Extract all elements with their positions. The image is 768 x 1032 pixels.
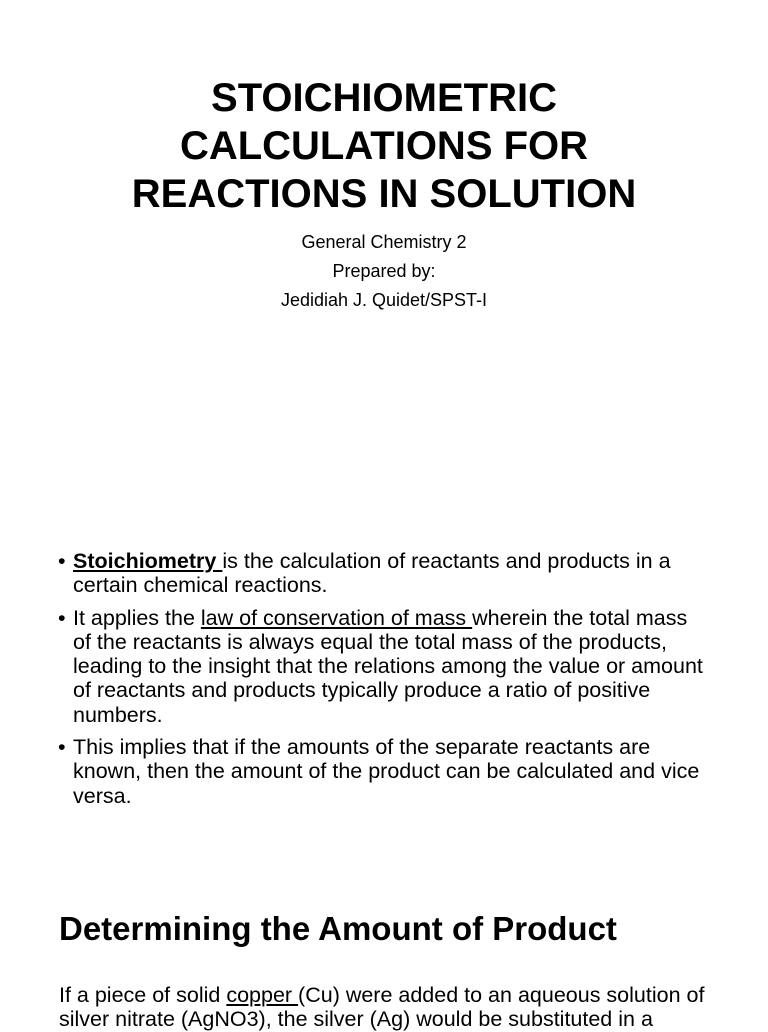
bullet-text: This implies that if the amounts of the separate reactants are known, then the amount of the product can be calculated and vice versa.: [73, 735, 700, 808]
term-copper: copper: [226, 983, 299, 1007]
term-stoichiometry: Stoichiometry: [73, 549, 223, 573]
definition-slide: [0, 512, 768, 852]
bullet-item: [58, 735, 708, 808]
bullet-list: [58, 549, 708, 816]
bullet-text: is the calculation of reactants and products in a certain chemical reactions.: [73, 549, 671, 598]
bullet-text: wherein the total mass of the reactants is always equal the total mass of the products, leading to the insight that the relations among the value or amount of reactants and products typically produce a ratio of positive numbers.: [73, 605, 703, 727]
bullet-item: [58, 606, 708, 727]
slide-title: [40, 74, 728, 218]
bullet-dot: •: [58, 735, 66, 760]
title-slide: [0, 0, 768, 512]
paragraph-lead: If a piece of solid: [59, 983, 227, 1007]
bullet-dot: •: [58, 605, 66, 630]
title-line-2: CALCULATIONS FOR: [179, 124, 589, 168]
bullet-item: [58, 549, 708, 598]
bullet-text-lead: It applies the: [73, 605, 201, 630]
paragraph-rest: (Cu) were added to an aqueous solution of silver nitrate (AgNO3), the silver (Ag) would be substituted in a: [59, 983, 705, 1032]
subtitle-author: Jedidiah J. Quidet/SPST-I: [280, 290, 488, 310]
subtitle-course: General Chemistry 2: [301, 232, 467, 252]
bullet-dot: •: [58, 549, 66, 573]
subtitle-prepared-by: Prepared by:: [332, 261, 436, 281]
title-line-1: STOICHIOMETRIC: [211, 76, 557, 120]
title-line-3: REACTIONS IN SOLUTION: [131, 172, 637, 216]
body-paragraph: [59, 983, 719, 1032]
slide-subtitle: [40, 228, 728, 315]
section-heading: Determining the Amount of Product: [59, 910, 617, 947]
term-law-of-conservation: law of conservation of mass: [200, 605, 473, 630]
